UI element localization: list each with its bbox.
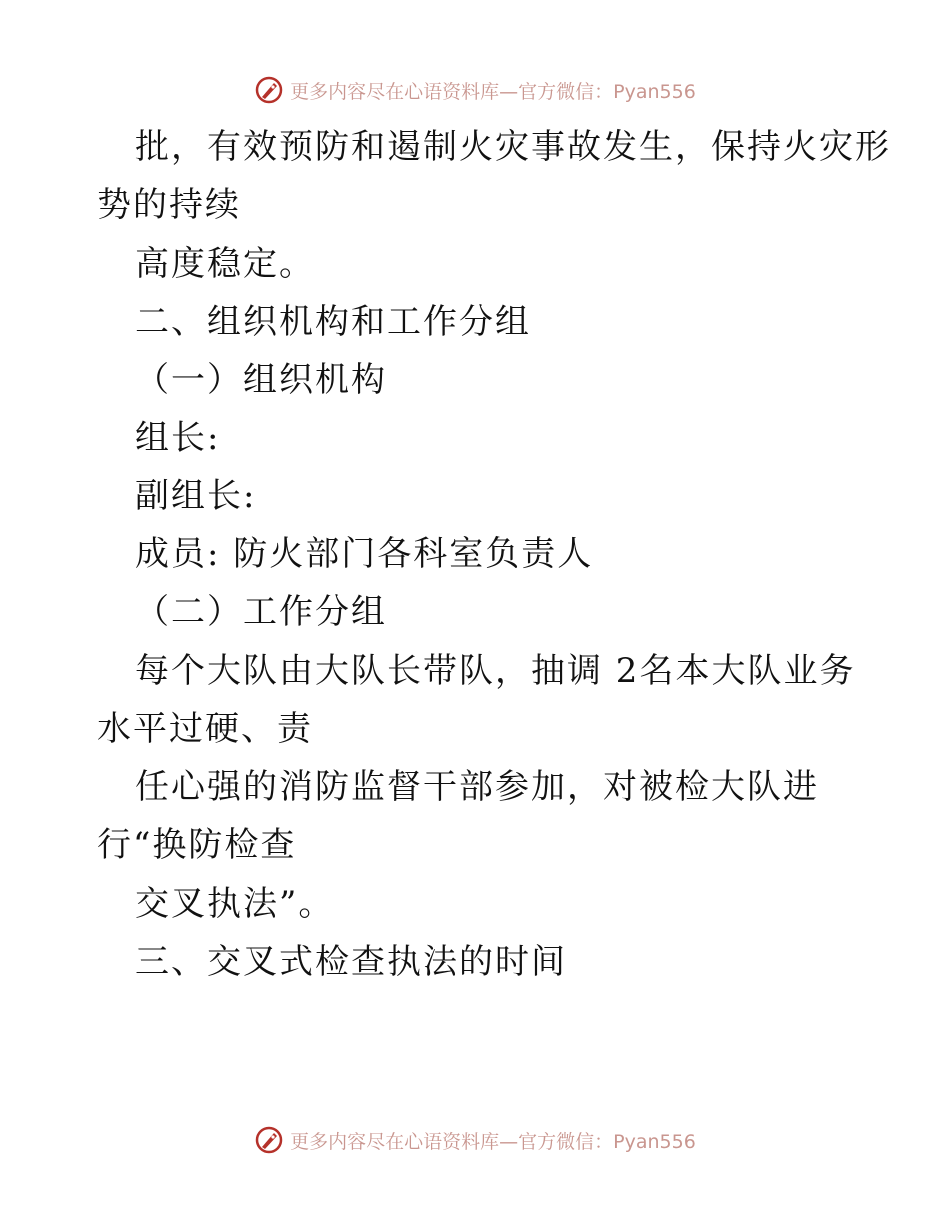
doc-line-members: 成员: 防火部门各科室负责人 [135, 534, 594, 574]
pen-nib-logo-icon [254, 1125, 284, 1155]
subsection-heading-2: （二）工作分组 [135, 592, 387, 632]
doc-line-2: 势的持续 [97, 185, 241, 225]
doc-line-10: 每个大队由大队长带队，抽调 2名本大队业务 [135, 651, 856, 691]
doc-line-11: 水平过硬、责 [97, 709, 313, 749]
section-heading-2: 二、组织机构和工作分组 [135, 302, 531, 342]
footer-banner [0, 1120, 950, 1160]
doc-line-14: 交叉执法”。 [135, 884, 335, 924]
doc-line-3: 高度稳定。 [135, 244, 315, 284]
doc-line-leader: 组长: [135, 418, 221, 458]
header-banner-text: 更多内容尽在心语资料库—官方微信：Pyan556 [290, 80, 696, 103]
section-heading-3: 三、交叉式检查执法的时间 [135, 942, 567, 982]
header-banner [0, 70, 950, 110]
footer-banner-text: 更多内容尽在心语资料库—官方微信：Pyan556 [290, 1130, 696, 1153]
subsection-heading-1: （一）组织机构 [135, 360, 387, 400]
pen-nib-logo-icon [254, 75, 284, 105]
doc-line-1: 批，有效预防和遏制火灾事故发生，保持火灾形 [135, 127, 891, 167]
doc-line-12: 任心强的消防监督干部参加，对被检大队进 [135, 767, 819, 807]
doc-line-13: 行“换防检查 [97, 825, 297, 865]
doc-line-deputy: 副组长: [135, 476, 257, 516]
